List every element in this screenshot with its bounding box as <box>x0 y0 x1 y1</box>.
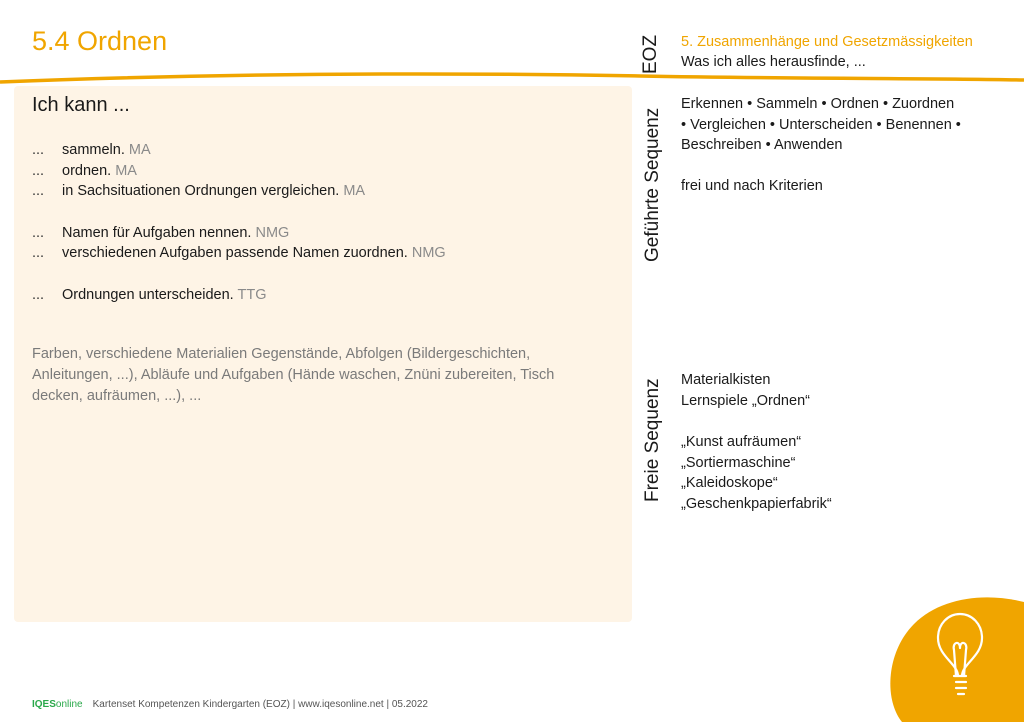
list-item: ... ordnen. MA <box>32 162 137 179</box>
brand-logo-online: online <box>55 699 83 710</box>
list-item: ... verschiedenen Aufgaben passende Namen zuordnen. NMG <box>32 245 446 261</box>
list-item: ... in Sachsituationen Ordnungen vergleichen. MA <box>32 183 366 199</box>
list-item: „Sortiermaschine“ <box>681 454 796 471</box>
guided-sequence-note: frei und nach Kriterien <box>681 178 823 194</box>
lightbulb-icon <box>880 590 1024 722</box>
guided-sequence-activities: Erkennen • Sammeln • Ordnen • Zuordnen • Vergleichen • Unterscheiden • Benennen • Beschreiben • Anwenden <box>681 96 961 153</box>
card-title: 5.4 Ordnen <box>32 26 168 56</box>
guided-sequence-label: Geführte Sequenz <box>642 107 663 262</box>
free-sequence-materials <box>681 370 1001 411</box>
list-item: ... Ordnungen unterscheiden. TTG <box>32 286 267 303</box>
list-item: Materialkisten <box>681 372 771 388</box>
brand-logo-iqes: IQES <box>32 699 56 710</box>
list-item: ... sammeln. MA <box>32 142 151 158</box>
list-item: Lernspiele „Ordnen“ <box>681 392 810 409</box>
eoz-title: 5. Zusammenhänge und Gesetzmässigkeiten <box>681 34 973 50</box>
context-examples: Farben, verschiedene Materialien Gegenstände, Abfolgen (Bildergeschichten, Anleitungen, ...), Abläufe und Aufgaben (Hände waschen, Znüni zubereiten, Tisch decken, aufräumen, ...), ... <box>32 346 555 404</box>
list-item: „Kunst aufräumen“ <box>681 434 802 450</box>
list-item: ... Namen für Aufgaben nennen. NMG <box>32 224 290 241</box>
free-sequence-ideas <box>681 432 1001 514</box>
list-item: „Geschenkpapierfabrik“ <box>681 495 832 512</box>
eoz-subtitle: Was ich alles herausfinde, ... <box>681 54 866 70</box>
intro-heading: Ich kann ... <box>32 94 130 116</box>
skills-list <box>32 140 612 305</box>
free-sequence-label: Freie Sequenz <box>642 378 663 502</box>
footer <box>32 699 428 710</box>
list-item: „Kaleidoskope“ <box>681 475 778 491</box>
eoz-code-label: EOZ <box>640 34 661 74</box>
footer-text: Kartenset Kompetenzen Kindergarten (EOZ) | www.iqesonline.net | 05.2022 <box>92 699 428 710</box>
